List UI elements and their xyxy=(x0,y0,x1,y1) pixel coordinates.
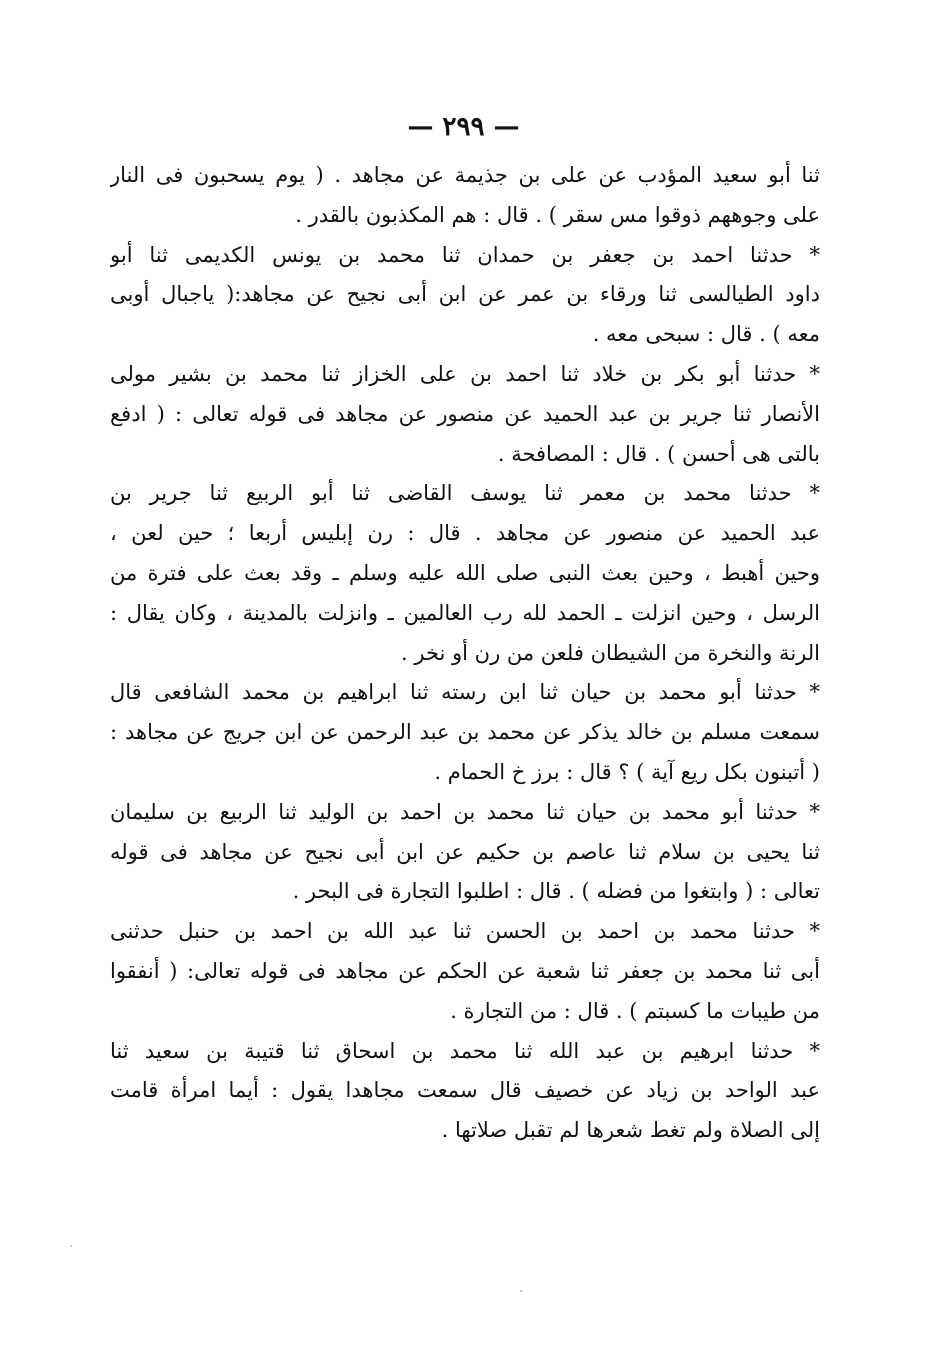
text-line: * حدثنا أبو محمد بن حيان ثنا ابن رسته ثنا ابراهيم بن محمد الشافعى قال xyxy=(110,680,820,705)
scan-speck xyxy=(70,1245,72,1247)
text-line: * حدثنا محمد بن معمر ثنا يوسف القاضى ثنا أبو الربيع ثنا جرير بن xyxy=(110,481,820,506)
text-line: الرنة والنخرة من الشيطان فلعن من رن أو نخر . xyxy=(401,640,820,665)
text-line: داود الطيالسى ثنا ورقاء بن عمر عن ابن أبى نجيح عن مجاهد:( ياجبال أوبى xyxy=(110,282,820,307)
text-line: أبى ثنا محمد بن جعفر ثنا شعبة عن الحكم عن مجاهد فى قوله تعالى: ( أنفقوا xyxy=(110,958,820,983)
text-line: تعالى : ( وابتغوا من فضله ) . قال : اطلبوا التجارة فى البحر . xyxy=(292,879,820,904)
text-line: وحين أهبط ، وحين بعث النبى صلى الله عليه وسلم ـ وقد بعث على فترة من xyxy=(110,560,820,585)
text-line: ثنا يحيى بن سلام ثنا عاصم بن حكيم عن ابن أبى نجيح عن مجاهد فى قوله xyxy=(110,839,820,864)
text-line: * حدثنا أبو محمد بن حيان ثنا محمد بن احمد بن الوليد ثنا الربيع بن سليمان xyxy=(110,799,820,824)
page-number: — ٢٩٩ — xyxy=(407,112,520,142)
text-line: * حدثنا محمد بن احمد بن الحسن ثنا عبد الله بن احمد بن حنبل حدثنى xyxy=(110,919,820,944)
text-line: الرسل ، وحين انزلت ـ الحمد لله رب العالمين ـ وانزلت بالمدينة ، وكان يقال : xyxy=(110,600,820,625)
text-line: الأنصار ثنا جرير بن عبد الحميد عن منصور عن مجاهد فى قوله تعالى : ( ادفع xyxy=(110,401,820,426)
text-line: * حدثنا أبو بكر بن خلاد ثنا احمد بن على الخزاز ثنا محمد بن بشير مولى xyxy=(110,361,820,386)
scan-speck xyxy=(520,1290,522,1292)
text-line: سمعت مسلم بن خالد يذكر عن محمد بن عبد الرحمن عن ابن جريج عن مجاهد : xyxy=(110,720,820,745)
text-line: * حدثنا احمد بن جعفر بن حمدان ثنا محمد بن يونس الكديمى ثنا أبو xyxy=(110,242,820,267)
text-line: من طيبات ما كسبتم ) . قال : من التجارة . xyxy=(450,998,820,1023)
text-line: معه ) . قال : سبحى معه . xyxy=(592,322,820,347)
text-line: * حدثنا ابرهيم بن عبد الله ثنا محمد بن اسحاق ثنا قتيبة بن سعيد ثنا xyxy=(110,1038,820,1063)
text-line: عبد الحميد عن منصور عن مجاهد . قال : رن إبليس أربعا ؛ حين لعن ، xyxy=(110,521,820,546)
text-line: بالتى هى أحسن ) . قال : المصافحة . xyxy=(497,441,820,466)
text-line: ( أتبنون بكل ريع آية ) ؟ قال : برز خ الحمام . xyxy=(434,759,820,784)
text-line: عبد الواحد بن زياد عن خصيف قال سمعت مجاهدا يقول : أيما امرأة قامت xyxy=(110,1078,820,1103)
body-text xyxy=(110,156,820,1151)
text-line: إلى الصلاة ولم تغط شعرها لم تقبل صلاتها . xyxy=(441,1118,820,1143)
text-line: على وجوههم ذوقوا مس سقر ) . قال : هم المكذبون بالقدر . xyxy=(295,202,820,227)
text-line: ثنا أبو سعيد المؤدب عن على بن جذيمة عن مجاهد . ( يوم يسحبون فى النار xyxy=(110,163,820,187)
